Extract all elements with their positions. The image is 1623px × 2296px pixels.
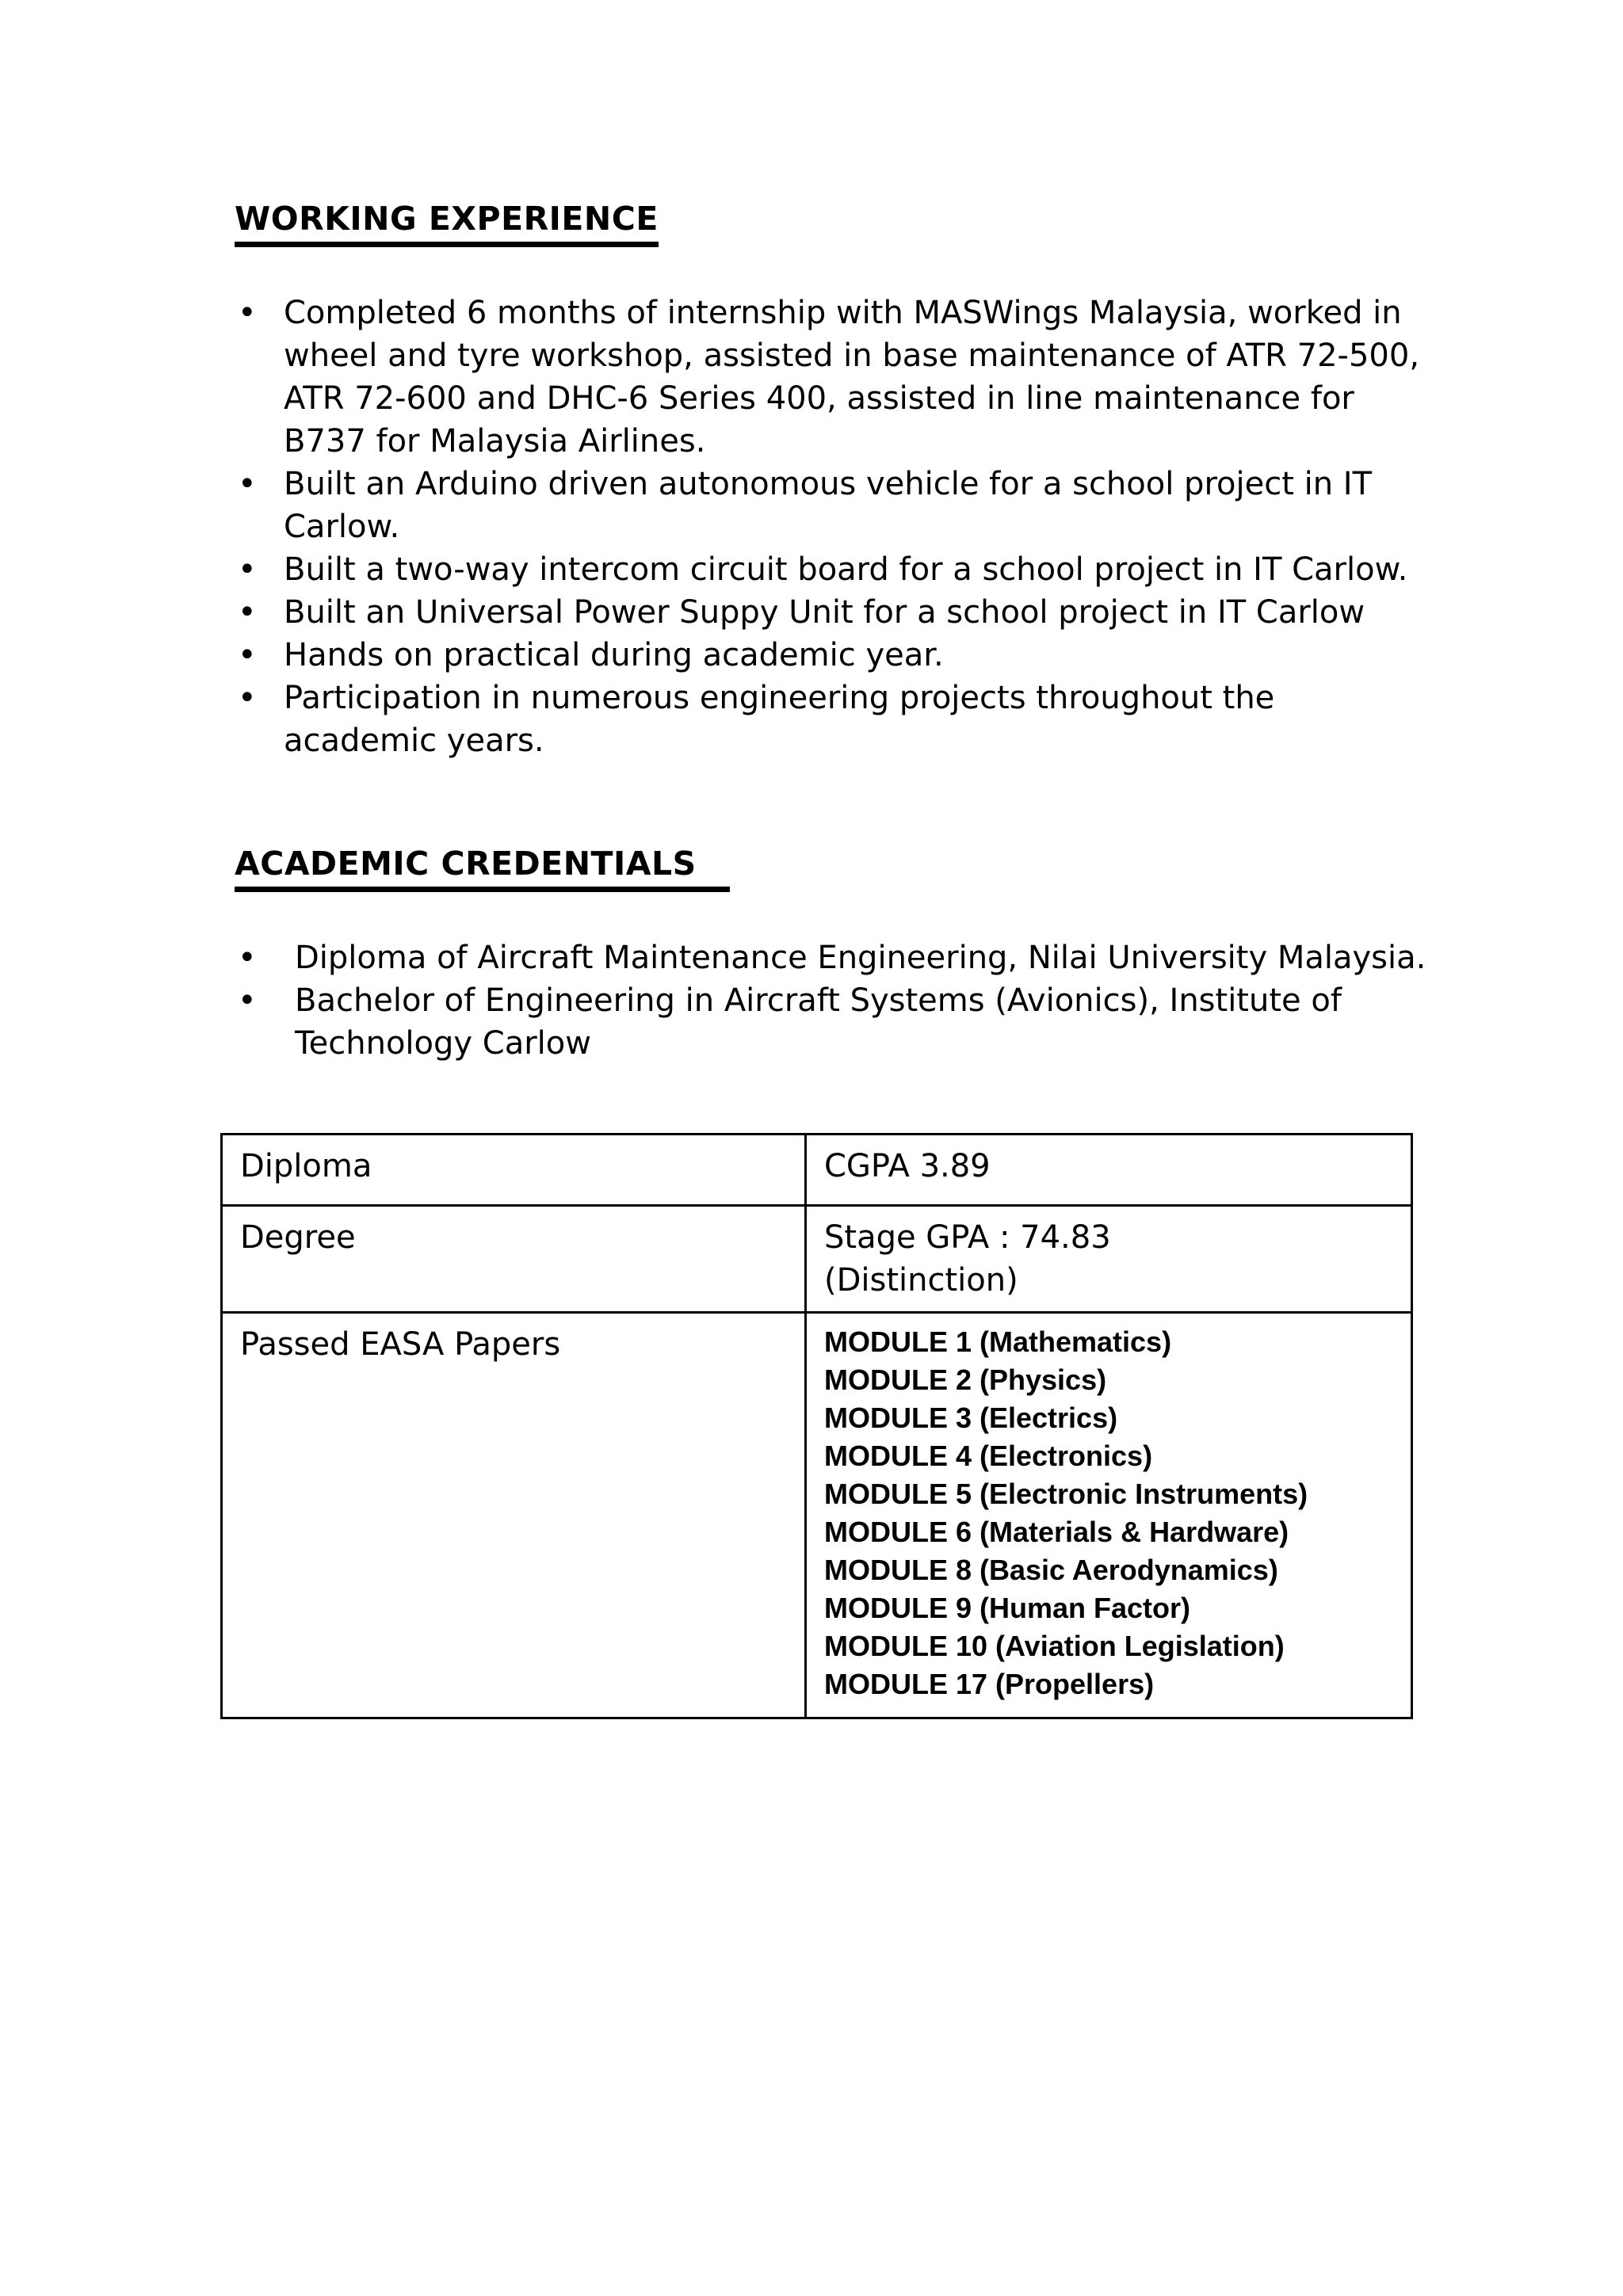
working-experience-heading-text: WORKING EXPERIENCE: [235, 200, 659, 247]
row-label: Diploma: [222, 1135, 806, 1206]
credentials-table: [220, 1133, 1413, 1719]
bullet-icon: •: [238, 982, 257, 1019]
bullet-text: Hands on practical during academic year.: [284, 637, 944, 673]
bullet-icon: •: [238, 295, 257, 331]
table-row: [222, 1135, 1412, 1206]
bullet-text: Built an Arduino driven autonomous vehicle for a school project in IT Carlow.: [284, 466, 1373, 545]
bullet-list-academic-credentials: [238, 936, 1426, 1065]
row-label: Degree: [222, 1206, 806, 1313]
bullet-text: Built an Universal Power Suppy Unit for a school project in IT Carlow: [284, 594, 1365, 631]
bullet-text: Participation in numerous engineering projects throughout the academic years.: [284, 680, 1275, 759]
module-line: MODULE 10 (Aviation Legislation): [824, 1630, 1285, 1662]
list-item: [238, 677, 1426, 762]
academic-credentials-heading: [235, 845, 1623, 892]
table-row: [222, 1313, 1412, 1718]
list-item: [238, 979, 1426, 1065]
row-value: [806, 1206, 1412, 1313]
value-line: CGPA 3.89: [824, 1148, 991, 1184]
value-line: (Distinction): [824, 1262, 1018, 1299]
table-row: [222, 1206, 1412, 1313]
module-line: MODULE 8 (Basic Aerodynamics): [824, 1554, 1278, 1586]
module-line: MODULE 9 (Human Factor): [824, 1592, 1191, 1624]
module-line: MODULE 17 (Propellers): [824, 1668, 1155, 1700]
bullet-icon: •: [238, 680, 257, 716]
academic-credentials-heading-text: ACADEMIC CREDENTIALS: [235, 845, 730, 892]
list-item: [238, 548, 1426, 591]
bullet-icon: •: [238, 594, 257, 631]
working-experience-heading: [235, 0, 1623, 247]
bullet-text: Bachelor of Engineering in Aircraft Systems (Avionics), Institute of Technology Carlow: [295, 982, 1342, 1062]
list-item: [238, 634, 1426, 677]
row-label: Passed EASA Papers: [222, 1313, 806, 1718]
bullet-text: Built a two-way intercom circuit board for a school project in IT Carlow.: [284, 551, 1408, 588]
bullet-icon: •: [238, 466, 257, 502]
bullet-list-working-experience: [238, 292, 1426, 762]
list-item: [238, 936, 1426, 979]
row-value: [806, 1135, 1412, 1206]
module-line: MODULE 6 (Materials & Hardware): [824, 1516, 1289, 1548]
module-line: MODULE 1 (Mathematics): [824, 1325, 1172, 1358]
row-value: [806, 1313, 1412, 1718]
module-line: MODULE 2 (Physics): [824, 1363, 1107, 1396]
module-line: MODULE 5 (Electronic Instruments): [824, 1478, 1308, 1510]
list-item: [238, 591, 1426, 634]
bullet-icon: •: [238, 551, 257, 588]
list-item: [238, 292, 1426, 463]
bullet-icon: •: [238, 940, 257, 976]
bullet-text: Diploma of Aircraft Maintenance Engineering, Nilai University Malaysia.: [295, 940, 1426, 976]
module-line: MODULE 3 (Electrics): [824, 1402, 1118, 1434]
value-line: Stage GPA : 74.83: [824, 1219, 1111, 1256]
list-item: [238, 463, 1426, 548]
bullet-icon: •: [238, 637, 257, 673]
module-line: MODULE 4 (Electronics): [824, 1440, 1153, 1472]
bullet-text: Completed 6 months of internship with MASWings Malaysia, worked in wheel and tyre workshop, assisted in base maintenance of ATR 72-500, ATR 72-600 and DHC-6 Series 400, assisted in line maintenance for B737 for Malaysia Airlines.: [284, 295, 1420, 460]
